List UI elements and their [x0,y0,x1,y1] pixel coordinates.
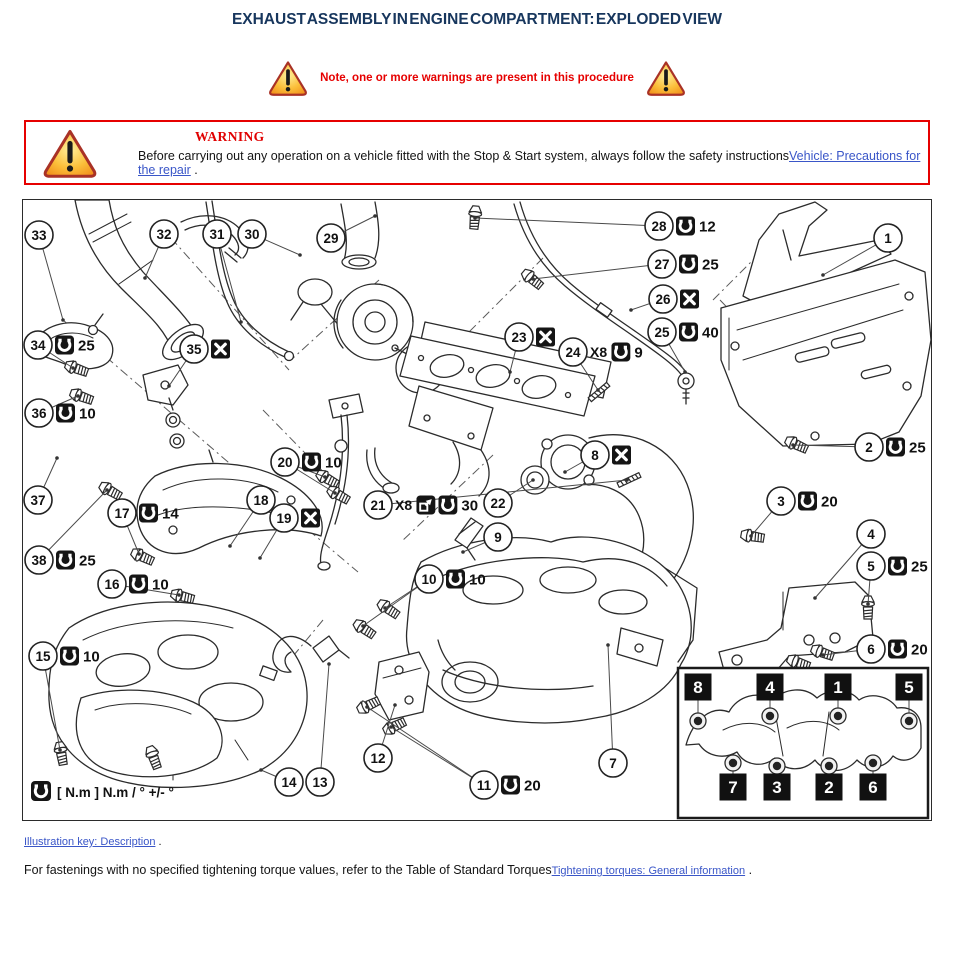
svg-text:14: 14 [162,505,179,523]
torque-legend-text: [ N.m ] N.m / ° +/- ° [57,785,174,800]
svg-text:X8: X8 [395,497,413,513]
standard-torques-line [24,863,930,877]
svg-text:5: 5 [867,558,875,574]
replace-part-icon [612,446,631,465]
warning-heading: WARNING [195,128,265,144]
svg-text:25: 25 [911,558,928,576]
callout-22 [484,478,535,517]
svg-text:8: 8 [591,447,599,463]
callout-12 [364,703,397,772]
torque-wrench-icon [886,438,905,457]
torque-wrench-icon [302,453,321,472]
svg-text:6: 6 [867,641,875,657]
tightening-torques-link[interactable]: Tightening torques: General information [551,865,746,877]
svg-text:20: 20 [524,777,541,795]
replace-part-icon [301,509,320,528]
svg-text:10: 10 [152,576,169,594]
svg-text:37: 37 [30,492,46,508]
svg-text:5: 5 [904,678,914,697]
svg-text:12: 12 [699,218,716,236]
svg-text:32: 32 [156,226,172,242]
torque-wrench-icon [888,640,907,659]
bracket-art [375,652,429,720]
warning-box [24,120,930,185]
torque-wrench-icon [55,336,74,355]
svg-text:25: 25 [78,337,95,355]
warnings-note-text: Note, one or more warnings are present in this procedure [320,72,634,84]
lower-heat-shields-art [49,602,307,787]
svg-text:6: 6 [868,778,878,797]
warning-triangle-icon [646,60,686,96]
svg-text:1: 1 [884,230,892,246]
standard-torques-text: For fastenings with no specified tightening torque values, refer to the Table of Standard Torques [24,863,552,877]
svg-text:20: 20 [911,641,928,659]
svg-text:25: 25 [79,552,96,570]
svg-text:20: 20 [277,454,293,470]
svg-text:34: 34 [30,337,46,353]
svg-text:3: 3 [777,493,785,509]
callout-27 [531,250,718,281]
svg-text:27: 27 [654,256,670,272]
callout-29 [317,214,377,252]
callout-14 [259,768,303,796]
svg-text:10: 10 [325,454,342,472]
illustration-key-link[interactable]: Illustration key: Description [24,836,156,848]
apply-product-icon [416,496,435,515]
torque-wrench-icon [139,504,158,523]
key-suffix: . [155,836,162,848]
svg-text:25: 25 [702,256,719,274]
svg-text:7: 7 [609,755,617,771]
svg-text:17: 17 [114,505,130,521]
warning-body [138,149,922,177]
callout-25 [648,318,719,374]
torque-wrench-icon [611,343,630,362]
svg-text:30: 30 [244,226,260,242]
svg-text:10: 10 [83,648,100,666]
replace-part-icon [536,328,555,347]
callout-33 [25,221,65,322]
svg-text:10: 10 [469,571,486,589]
callout-13 [306,662,334,796]
svg-text:10: 10 [421,571,437,587]
warnings-note [0,56,954,100]
svg-text:4: 4 [867,526,875,542]
svg-text:23: 23 [511,329,527,345]
clamp-bracket-art [143,365,188,448]
svg-text:18: 18 [253,492,269,508]
svg-text:30: 30 [461,497,479,515]
callout-3 [749,487,837,538]
svg-text:4: 4 [765,678,775,697]
catalytic-converter-art [407,537,697,723]
torque-wrench-icon [501,776,520,795]
illustration-key-line [24,836,930,848]
svg-text:X8: X8 [590,344,608,360]
torque-wrench-icon [60,647,79,666]
torque-wrench-icon [679,255,698,274]
svg-text:28: 28 [651,218,667,234]
svg-text:26: 26 [655,291,671,307]
svg-text:19: 19 [276,510,292,526]
svg-text:33: 33 [31,227,47,243]
page-title: EXHAUST ASSEMBLY IN ENGINE COMPARTMENT: EXPLODED VIEW [231,11,723,28]
svg-text:21: 21 [370,497,386,513]
torque-wrench-icon [438,496,457,515]
callout-26 [629,285,699,313]
diagram-canvas [23,200,931,820]
callout-32 [143,220,178,280]
torque-wrench-icon [56,551,75,570]
svg-text:25: 25 [909,439,926,457]
torque-wrench-icon [31,781,51,801]
footer [24,836,930,877]
callout-31 [203,220,243,324]
callout-16 [98,570,181,598]
svg-text:1: 1 [833,678,843,697]
vehicle-precautions-link[interactable]: Vehicle: Precautions for the repair [138,148,921,177]
svg-text:22: 22 [490,495,506,511]
warning-triangle-icon [268,60,308,96]
warning-content [138,129,928,177]
svg-text:11: 11 [476,777,492,793]
torque-suffix: . [745,863,753,877]
svg-text:3: 3 [772,778,782,797]
svg-text:31: 31 [209,226,225,242]
torque-wrench-icon [676,217,695,236]
svg-text:36: 36 [31,405,47,421]
torque-wrench-icon [129,575,148,594]
svg-text:40: 40 [702,324,719,342]
warning-triangle-icon [42,128,98,178]
torque-wrench-icon [446,570,465,589]
svg-text:9: 9 [494,529,502,545]
callout-28 [473,212,715,240]
tightening-sequence-inset [678,668,928,818]
torque-wrench-icon [888,557,907,576]
svg-text:8: 8 [693,678,703,697]
replace-part-icon [211,340,230,359]
svg-text:24: 24 [565,344,581,360]
warning-suffix: . [190,162,198,177]
torque-wrench-icon [798,492,817,511]
svg-text:20: 20 [821,493,838,511]
svg-text:7: 7 [728,778,738,797]
svg-text:12: 12 [370,750,386,766]
svg-text:9: 9 [634,344,643,362]
svg-text:15: 15 [35,648,51,664]
svg-text:38: 38 [31,552,47,568]
svg-text:35: 35 [186,341,202,357]
torque-wrench-icon [56,404,75,423]
warning-body-text: Before carrying out any operation on a vehicle fitted with the Stop & Start system, always follow the safety instructions [138,148,790,163]
svg-text:25: 25 [654,324,670,340]
svg-text:16: 16 [104,576,120,592]
callout-37 [24,456,59,514]
svg-text:13: 13 [312,774,328,790]
torque-wrench-icon [679,323,698,342]
svg-text:2: 2 [865,439,873,455]
svg-text:29: 29 [323,230,339,246]
exploded-view-diagram [22,199,932,821]
svg-text:10: 10 [79,405,96,423]
svg-text:2: 2 [824,778,834,797]
replace-part-icon [680,290,699,309]
svg-text:14: 14 [281,774,297,790]
